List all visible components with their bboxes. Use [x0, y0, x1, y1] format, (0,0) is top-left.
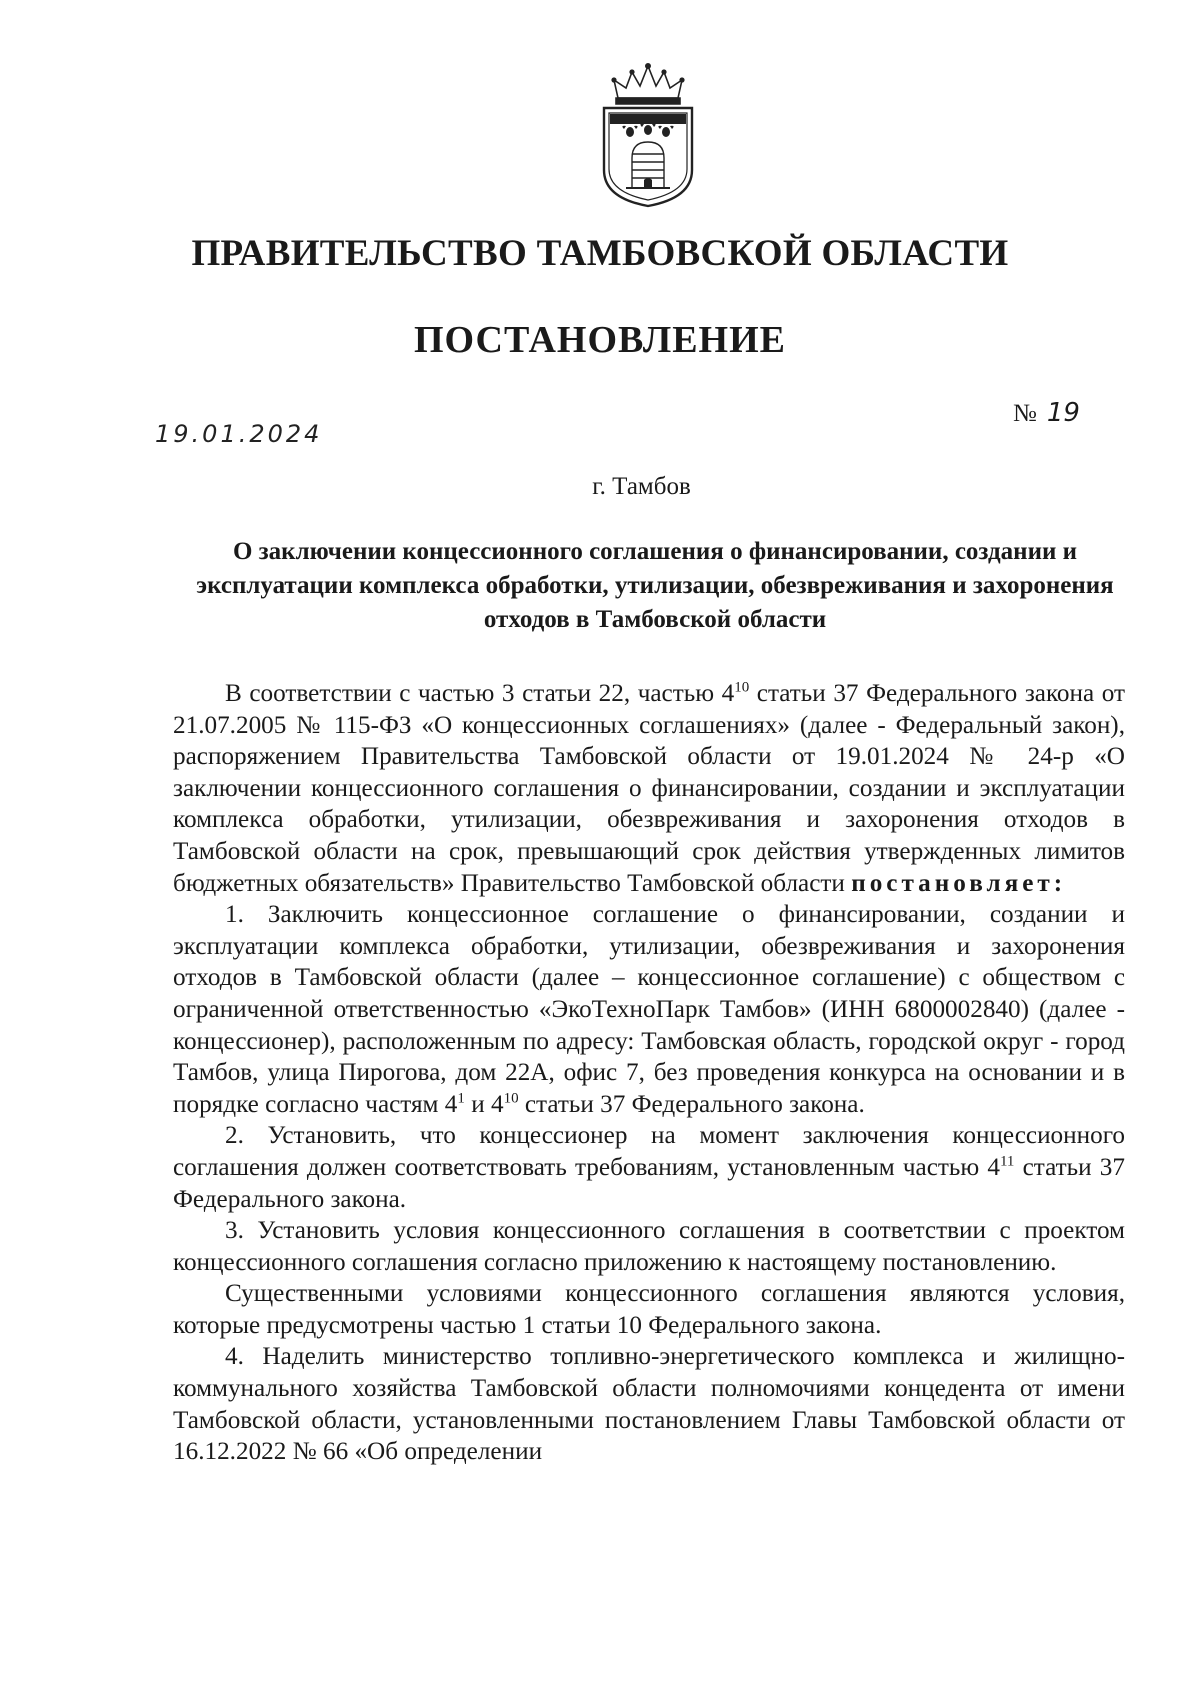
document-date: 19.01.2024: [155, 420, 323, 448]
tambov-coat-of-arms-icon: [596, 58, 700, 208]
decree-word: постановляет:: [851, 869, 1067, 897]
city: г. Тамбов: [592, 473, 691, 500]
number-value: 19: [1046, 398, 1080, 428]
number-sign: №: [1013, 400, 1037, 427]
item-2: 2. Установить, что концессионер на момент заключения концессионного соглашения должен соответствовать требованиям, установленным частью $4^{11}$ статьи 37 Федерального закона.: [173, 1122, 1125, 1213]
item-1: 1. Заключить концессионное соглашение о финансировании, создании и эксплуатации комплекса обработки, утилизации, обезвреживания и захоронения отходов в Тамбовской области (далее – концессионное соглашение) с обществом с ограниченной ответственностью «ЭкоТехноПарк Тамбов» (ИНН 6800002840) (далее - концессионер), расположенным по адресу: Тамбовская область, городской округ - город Тамбов, улица Пирогова, дом 22А, офис 7, без проведения конкурса на основании и в порядке согласно частям $4^1$ и $4^{10}$ статьи 37 Федерального закона.: [173, 901, 1125, 1118]
document-body: [173, 678, 1125, 1468]
document-number: [1013, 398, 1080, 428]
item-3: 3. Установить условия концессионного соглашения в соответствии с проектом концессионного соглашения согласно приложению к настоящему постановлению.: [173, 1217, 1125, 1276]
government-title: ПРАВИТЕЛЬСТВО ТАМБОВСКОЙ ОБЛАСТИ: [191, 233, 1009, 274]
document-subject: О заключении концессионного соглашения о финансировании, создании и эксплуатации комплекса обработки, утилизации, обезвреживания и захоронения отходов в Тамбовской области: [196, 538, 1114, 633]
item-4: 4. Наделить министерство топливно-энергетического комплекса и жилищно-коммунального хозяйства Тамбовской области полномочиями концедента от имени Тамбовской области, установленными постановлением Главы Тамбовской области от 16.12.2022 № 66 «Об определении: [173, 1343, 1125, 1466]
preamble-paragraph: В соответствии с частью 3 статьи 22, частью $4^{10}$ статьи 37 Федерального закона от 21.07.2005 № 115-ФЗ «О концессионных соглашениях» (далее - Федеральный закон), распоряжением Правительства Тамбовской области от 19.01.2024 № 24-р «О заключении концессионного соглашения о финансировании, создании и эксплуатации комплекса обработки, утилизации, обезвреживания и захоронения отходов в Тамбовской области на срок, превышающий срок действия утвержденных лимитов бюджетных обязательств» Правительство Тамбовской области постановляет:: [173, 679, 1126, 897]
item-3-essential-terms: Существенными условиями концессионного соглашения являются условия, которые предусмотрены частью 1 статьи 10 Федерального закона.: [173, 1280, 1125, 1339]
document-type: ПОСТАНОВЛЕНИЕ: [413, 319, 787, 361]
